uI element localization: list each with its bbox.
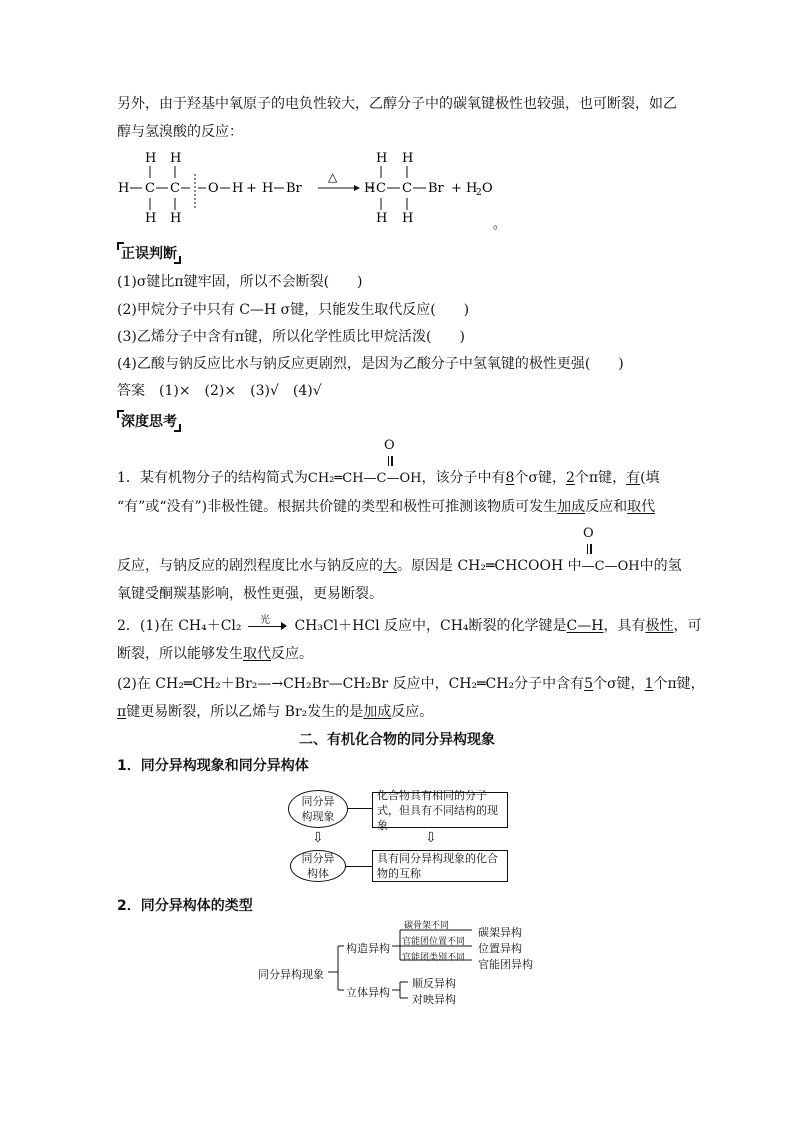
definition-box-1 xyxy=(372,788,508,832)
q2-text: 2．(1)在 CH₄＋Cl₂ xyxy=(117,618,242,634)
eq-h2o-o: O xyxy=(482,181,493,196)
tree-cond-2: 官能团位置不同 xyxy=(402,937,466,947)
eq-plus: + xyxy=(451,181,462,196)
q1-double-bond xyxy=(388,456,390,466)
q1-line3-double-bond xyxy=(587,544,589,554)
judge-section-tag xyxy=(117,243,181,263)
q1-answer-sigma: 8 xyxy=(505,470,515,486)
judge-item-1: (1)σ键比π键牢固，所以不会断裂( ) xyxy=(117,274,363,290)
eq-h: H xyxy=(232,181,244,196)
eq-c: C xyxy=(170,181,180,196)
q1-text: 1．某有机物分子的结构简式为 xyxy=(117,470,308,486)
judge-item-3: (3)乙烯分子中含有π键，所以化学性质比甲烷活泼( ) xyxy=(117,329,465,345)
q2-text: 个σ键， xyxy=(593,676,645,692)
q1-answer-greater: 大 xyxy=(383,558,397,574)
definition-text: 具有同分异构现象的化合物的互称 xyxy=(377,852,498,880)
judge-title: 正误判断 xyxy=(121,246,177,262)
definition-text: 化合物具有相同的分子式，但具有不同结构的现象 xyxy=(377,788,498,832)
eq-h: H xyxy=(376,151,388,166)
q1-line-1 xyxy=(117,468,660,489)
eq-h: H xyxy=(145,151,157,166)
q1-text: 中的氢 xyxy=(639,558,682,574)
answer-text: (1)× (2)× (3)√ (4)√ xyxy=(159,383,322,399)
light-arrow xyxy=(246,615,290,633)
q2-answer-polar: 极性 xyxy=(645,618,674,634)
q1-text: 反应，与钠反应的剧烈程度比水与钠反应的 xyxy=(117,558,383,574)
eq-h: H xyxy=(262,181,274,196)
light-label: 光 xyxy=(259,615,270,626)
q1-text: ，该分子中有 xyxy=(421,470,506,486)
judge-item-4: (4)乙酸与钠反应比水与钠反应更剧烈，是因为乙酸分子中氢氧键的极性更强( ) xyxy=(117,356,624,372)
tree-leaf-enantiomer: 对映异构 xyxy=(412,993,456,1006)
eq-h: H xyxy=(364,181,376,196)
q1-text: 。原因是 CH₂═CHCOOH 中 xyxy=(397,558,582,574)
q1-line-2 xyxy=(117,497,655,517)
definition-box-2 xyxy=(372,850,508,882)
q1-carbonyl-o: O xyxy=(384,438,395,453)
section-2-sub-2: 2．同分异构体的类型 xyxy=(117,898,253,914)
q2-answer-sigma: 5 xyxy=(584,676,593,692)
eq-c: C xyxy=(376,181,386,196)
q1-answer-pi: 2 xyxy=(565,470,575,486)
q2-text: 反应。 xyxy=(271,646,313,662)
section-2-sub-1: 1．同分异构现象和同分异构体 xyxy=(117,758,309,774)
q2-text: 键更易断裂，所以乙烯与 Br₂发生的是 xyxy=(126,704,364,720)
tree-root: 同分异构现象 xyxy=(258,968,324,981)
q1-text: “有”或“没有”)非极性键。根据共价键的类型和极性可推测该物质可发生 xyxy=(117,499,558,515)
eq-plus: + xyxy=(246,181,257,196)
q1-answer-addition: 加成 xyxy=(557,499,586,515)
q2-answer-addition: 加成 xyxy=(363,704,392,720)
q2-line-4 xyxy=(117,702,433,722)
ethanol-hbr-equation xyxy=(110,148,530,230)
eq-c: C xyxy=(145,181,155,196)
judge-item-2: (2)甲烷分子中只有 C—H σ键，只能发生取代反应( ) xyxy=(117,302,470,318)
intro-line-1: 另外，由于羟基中氧原子的电负性较大，乙醇分子中的碳氧键极性也较强，也可断裂，如乙 xyxy=(117,96,677,112)
q1-line-4: 氧键受酮羰基影响，极性更强，更易断裂。 xyxy=(117,586,383,602)
tree-leaf-carbon: 碳架异构 xyxy=(478,926,522,939)
eq-h: H xyxy=(145,211,157,226)
think-section-tag xyxy=(117,411,181,431)
q2-line-1 xyxy=(117,616,701,636)
ellipse-label: 同分异构现象 xyxy=(301,795,335,823)
q2-text: 反应。 xyxy=(391,704,434,720)
tree-leaf-position: 位置异构 xyxy=(478,942,522,955)
q2-answer-substitution: 取代 xyxy=(243,646,271,662)
eq-h: H xyxy=(170,151,182,166)
eq-h2o-sub: 2 xyxy=(476,188,482,198)
q2-line-2 xyxy=(117,644,313,664)
think-title: 深度思考 xyxy=(121,414,177,430)
eq-h: H xyxy=(402,151,414,166)
q2-text: ，可 xyxy=(673,618,702,634)
q1-text: 个σ键， xyxy=(514,470,566,486)
connector-line xyxy=(348,808,372,809)
q1-text: (填 xyxy=(640,470,660,486)
q1-text: 个π键， xyxy=(574,470,627,486)
tree-cond-1: 碳骨架不同 xyxy=(404,921,450,931)
q1-line-3 xyxy=(117,556,682,577)
q2-text: 个π键， xyxy=(653,676,705,692)
q2-answer-pi: 1 xyxy=(644,676,654,692)
eq-h: H xyxy=(402,211,414,226)
section-2-title: 二、有机化合物的同分异构现象 xyxy=(299,732,495,748)
eq-br: Br xyxy=(428,181,444,196)
tree-structural: 构造异构 xyxy=(346,942,390,955)
q2-answer-pi-bond: π xyxy=(117,704,127,720)
q1-formula: CH₂═CH—C—OH xyxy=(307,471,422,486)
ellipse-isomer xyxy=(290,850,346,882)
judge-answer xyxy=(117,381,322,401)
q1-answer-nonpolar: 有 xyxy=(626,470,641,486)
q2-text: CH₃Cl＋HCl 反应中，CH₄断裂的化学键是 xyxy=(294,618,567,634)
down-arrow-icon: ⇩ xyxy=(425,830,437,846)
eq-h: H xyxy=(170,211,182,226)
q2-text: (2)在 CH₂═CH₂＋Br₂—→CH₂Br—CH₂Br 反应中，CH₂═CH₂分子中含有 xyxy=(117,676,585,692)
tree-stereo: 立体异构 xyxy=(346,986,390,999)
eq-o: O xyxy=(208,181,219,196)
down-arrow-icon: ⇩ xyxy=(312,830,324,846)
q2-line-3 xyxy=(117,674,705,694)
q2-text: 断裂，所以能够发生 xyxy=(117,646,243,662)
intro-line-2: 醇与氢溴酸的反应： xyxy=(117,124,243,140)
eq-h: H xyxy=(118,181,130,196)
q1-line3-formula: —C—OH xyxy=(581,559,640,574)
tree-leaf-cis-trans: 顺反异构 xyxy=(412,977,456,990)
tree-leaf-functional: 官能团异构 xyxy=(478,958,533,971)
q1-answer-substitution: 取代 xyxy=(627,499,656,515)
eq-h: H xyxy=(376,211,388,226)
eq-period: 。 xyxy=(493,217,507,230)
eq-br: Br xyxy=(286,181,302,196)
ellipse-isomerism-phenomenon xyxy=(288,790,348,828)
q2-answer-bond: C—H xyxy=(566,618,604,634)
answer-label: 答案 xyxy=(117,383,145,399)
ellipse-label: 同分异构体 xyxy=(301,852,335,880)
eq-h2o-h: H xyxy=(466,181,478,196)
eq-c: C xyxy=(402,181,412,196)
tree-cond-3: 官能团类别不同 xyxy=(402,953,466,963)
connector-line xyxy=(346,866,372,867)
q1-text: 反应和 xyxy=(585,499,628,515)
eq-heat: △ xyxy=(328,170,338,184)
q2-text: ，具有 xyxy=(603,618,646,634)
q1-line3-carbonyl-o: O xyxy=(583,526,594,541)
